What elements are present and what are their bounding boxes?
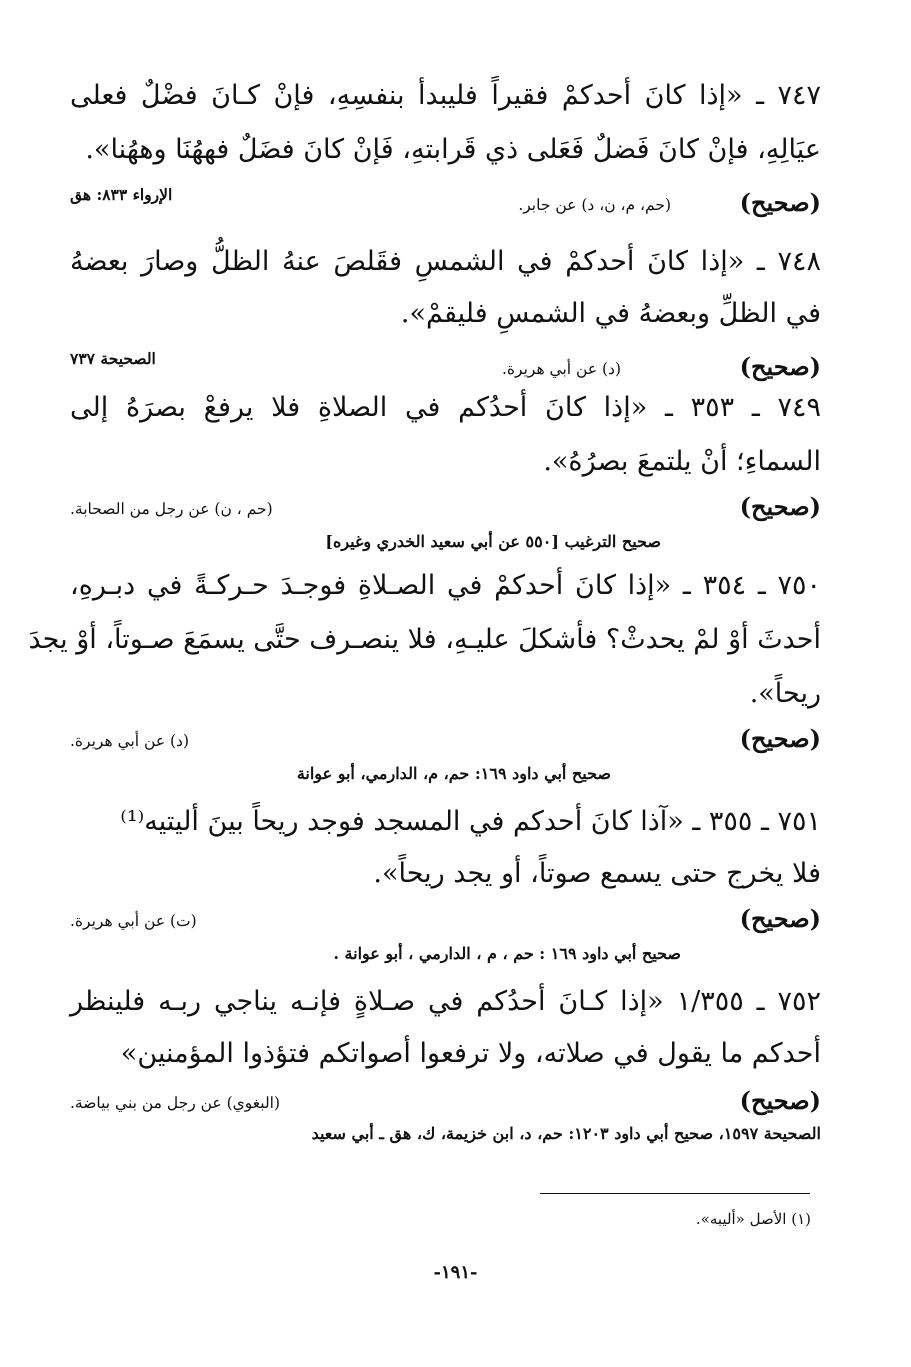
hadith-750-line-1: ٧٥٠ ـ ٣٥٤ ـ «إذا كانَ أحدكمْ في الصـلاةِ فوجـدَ حـركـةً في دبـرهِ، [70, 570, 821, 601]
takhrij-reference: الصحيحة ٧٣٧ [70, 349, 156, 368]
hadith-747-line-2: عيَالِهِ، فإنْ كانَ فَضلٌ فَعَلى ذي قَرابتهِ، فَإنْ كانَ فضَلٌ فههُنَا وههُنا». [85, 134, 821, 165]
narrator-reference: (حم، م، ن، د) عن جابر. [518, 196, 671, 214]
hadith-751-source [70, 902, 821, 936]
footnote: (١) الأصل «أليبه». [695, 1210, 811, 1228]
hadith-752-takhrij: الصحيحة ١٥٩٧، صحيح أبي داود ١٢٠٣: حم، د، ابن خزيمة، ك، هق ـ أبي سعيد [311, 1124, 821, 1143]
hadith-750-line-2: أحدثَ أوْ لمْ يحدثْ؟ فأشكلَ عليـهِ، فلا ينصـرف حتَّى يسمَعَ صـوتاً، أوْ يجدَ [28, 624, 821, 655]
hadith-747-source [70, 186, 821, 220]
narrator-reference: (د) عن أبي هريرة. [501, 360, 621, 378]
hadith-752-line-2: أحدكم ما يقول في صلاته، ولا ترفعوا أصواتكم فتؤذوا المؤمنين» [120, 1038, 821, 1069]
narrator-reference: (حم ، ن) عن رجل من الصحابة. [70, 500, 273, 518]
takhrij-reference: الإرواء ٨٣٣: هق [70, 185, 173, 204]
hadith-749-takhrij: صحيح الترغيب [٥٥٠ عن أبي سعيد الخدري وغيره] [325, 532, 661, 551]
grade-label: (صحيح) [739, 904, 821, 933]
hadith-752-source [70, 1084, 821, 1118]
grade-label: (صحيح) [739, 188, 821, 217]
hadith-749-source [70, 490, 821, 524]
hadith-750-line-3: ريحاً». [749, 678, 821, 709]
footnote-divider [540, 1193, 810, 1194]
hadith-749-line-2: السماءِ؛ أنْ يلتمعَ بصرُهُ». [543, 446, 821, 477]
hadith-748-source [70, 350, 821, 384]
hadith-751-takhrij: صحيح أبي داود ١٦٩ : حم ، م ، الدارمي ، أبو عوانة . [333, 944, 681, 963]
hadith-750-source [70, 722, 821, 756]
hadith-749-line-1: ٧٤٩ ـ ٣٥٣ ـ «إذا كانَ أحدُكم في الصلاةِ فلا يرفعْ بصرَهُ إلى [70, 392, 821, 423]
hadith-750-takhrij: صحيح أبي داود ١٦٩: حم، م، الدارمي، أبو عوانة [296, 764, 611, 783]
hadith-751-line-1: ٧٥١ ـ ٣٥٥ ـ «آذا كانَ أحدكم في المسجد فوجد ريحاً بينَ أليتيه⁽¹⁾ [120, 806, 821, 837]
hadith-752-line-1: ٧٥٢ ـ ١/٣٥٥ «إذا كـانَ أحدُكم في صـلاةٍ فإنـه يناجي ربـه فلينظر [70, 986, 821, 1017]
grade-label: (صحيح) [739, 492, 821, 521]
hadith-751-line-2: فلا يخرج حتى يسمع صوتاً، أو يجد ريحاً». [373, 858, 821, 889]
grade-label: (صحيح) [739, 724, 821, 753]
narrator-reference: (د) عن أبي هريرة. [70, 732, 190, 750]
grade-label: (صحيح) [739, 1086, 821, 1115]
narrator-reference: (ت) عن أبي هريرة. [70, 912, 197, 930]
hadith-748-line-1: ٧٤٨ ـ «إذا كانَ أحدكمْ في الشمسِ فقَلصَ عنهُ الظلُّ وصارَ بعضهُ [70, 246, 821, 277]
page-number: -١٩١- [433, 1262, 478, 1283]
hadith-748-line-2: في الظلِّ وبعضهُ في الشمسِ فليقمْ». [400, 298, 821, 329]
narrator-reference: (البغوي) عن رجل من بني بياضة. [70, 1094, 281, 1112]
grade-label: (صحيح) [739, 352, 821, 381]
hadith-747-line-1: ٧٤٧ ـ «إذا كانَ أحدكمْ فقيراً فليبدأ بنفسِهِ، فإنْ كـانَ فضْلٌ فعلى [70, 80, 821, 111]
